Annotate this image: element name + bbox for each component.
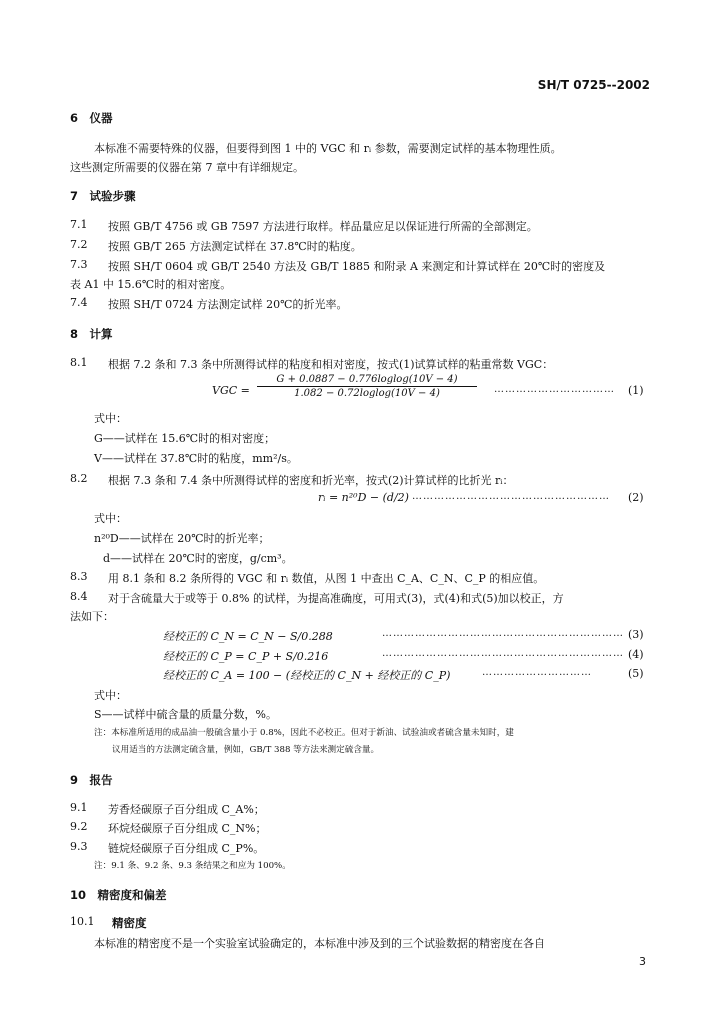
formula-3: 经校正的 C_N = C_N − S/0.288 <box>163 630 333 643</box>
clause-number: 8.3 <box>70 570 88 583</box>
clause-text: 按照 GB/T 265 方法测定试样在 37.8℃时的粘度。 <box>108 240 362 253</box>
formula-1-fraction <box>257 374 477 399</box>
note-line2: 议用适当的方法测定硫含量，例如，GB/T 388 等方法来测定硫含量。 <box>112 745 380 755</box>
formula-2-number: (2) <box>628 491 644 504</box>
section-9-heading: 9 报告 <box>70 773 113 787</box>
clause-number: 9.2 <box>70 820 88 833</box>
symbol-definition-v: V——试样在 37.8℃时的粘度，mm²/s。 <box>94 452 298 465</box>
symbol-definition-s: S——试样中硫含量的质量分数，%。 <box>94 708 277 721</box>
clause-number: 8.4 <box>70 590 88 603</box>
section-7-heading: 7 试验步骤 <box>70 189 136 203</box>
section-6-heading: 6 仪器 <box>70 111 113 125</box>
clause-text: 按照 SH/T 0604 或 GB/T 2540 方法及 GB/T 1885 和附录 A 来测定和计算试样在 20℃时的密度及 <box>108 260 606 273</box>
formula-1-lhs: VGC = <box>212 384 250 397</box>
clause-text: 链烷烃碳原子百分组成 C_P%。 <box>108 842 265 855</box>
section-8-heading: 8 计算 <box>70 327 113 341</box>
clause-text-continuation: 法如下： <box>70 610 114 623</box>
clause-number: 9.3 <box>70 840 88 853</box>
formula-1-numerator: G + 0.0887 − 0.776loglog(10V − 4) <box>257 374 477 387</box>
clause-number: 8.1 <box>70 356 88 369</box>
formula-4-leader-dots: ………………………………………………………… <box>382 648 624 659</box>
clause-number: 9.1 <box>70 801 88 814</box>
note: 注：9.1 条、9.2 条、9.3 条结果之和应为 100%。 <box>94 861 291 871</box>
clause-text: 根据 7.2 条和 7.3 条中所测得试样的粘度和相对密度，按式(1)试算试样的粘重常数 VGC： <box>108 358 554 371</box>
clause-text: 对于含硫量大于或等于 0.8% 的试样，为提高准确度，可用式(3)，式(4)和式(5)加以校正，方 <box>108 592 564 605</box>
clause-number: 7.2 <box>70 238 88 251</box>
formula-1-denominator: 1.082 − 0.72loglog(10V − 4) <box>294 388 440 399</box>
clause-text: 按照 SH/T 0724 方法测定试样 20℃的折光率。 <box>108 298 348 311</box>
formula-1-number: (1) <box>628 384 644 397</box>
clause-text: 按照 GB/T 4756 或 GB 7597 方法进行取样。样品量应足以保证进行所需的全部测定。 <box>108 220 538 233</box>
clause-text: 用 8.1 条和 8.2 条所得的 VGC 和 rᵢ 数值，从图 1 中查出 C_A、C_N、C_P 的相应值。 <box>108 572 545 585</box>
formula-2-leader-dots: ……………………………………………… <box>412 491 610 502</box>
clause-text: 芳香烃碳原子百分组成 C_A%； <box>108 803 265 816</box>
standard-number: SH/T 0725--2002 <box>537 78 650 92</box>
note-line1: 注：本标准所适用的成品油一般硫含量小于 0.8%，因此不必校正。但对于新油、试验油或者硫含量未知时，建 <box>94 728 514 738</box>
section-10-heading: 10 精密度和偏差 <box>70 888 167 902</box>
clause-text: 环烷烃碳原子百分组成 C_N%； <box>108 822 267 835</box>
where-label: 式中： <box>94 512 127 525</box>
formula-3-leader-dots: ………………………………………………………… <box>382 628 624 639</box>
formula-1-leader-dots: …………………………… <box>494 384 615 395</box>
clause-number: 10.1 <box>70 915 95 928</box>
formula-2: rᵢ = n²⁰D − (d/2) <box>318 491 409 504</box>
clause-number: 7.4 <box>70 296 88 309</box>
symbol-definition-g: G——试样在 15.6℃时的相对密度； <box>94 432 276 445</box>
formula-4: 经校正的 C_P = C_P + S/0.216 <box>163 650 329 663</box>
section-6-para-line1: 本标准不需要特殊的仪器，但要得到图 1 中的 VGC 和 rᵢ 参数，需要测定试样的基本物理性质。 <box>94 142 562 155</box>
formula-5: 经校正的 C_A = 100 − (经校正的 C_N + 经校正的 C_P) <box>163 669 451 682</box>
clause-number: 7.3 <box>70 258 88 271</box>
formula-5-number: (5) <box>628 667 644 680</box>
section-10-para: 本标准的精密度不是一个实验室试验确定的，本标准中涉及到的三个试验数据的精密度在各自 <box>94 937 545 950</box>
clause-text-continuation: 表 A1 中 15.6℃时的相对密度。 <box>70 278 232 291</box>
where-label: 式中： <box>94 689 127 702</box>
where-label: 式中： <box>94 412 127 425</box>
clause-text: 根据 7.3 条和 7.4 条中所测得试样的密度和折光率，按式(2)计算试样的比折光 rᵢ： <box>108 474 514 487</box>
symbol-definition-n: n²⁰D——试样在 20℃时的折光率； <box>94 532 270 545</box>
formula-5-leader-dots: ………………………… <box>482 667 592 678</box>
page-number: 3 <box>639 955 646 968</box>
clause-number: 7.1 <box>70 218 88 231</box>
subsection-heading: 精密度 <box>112 916 147 930</box>
formula-4-number: (4) <box>628 648 644 661</box>
section-6-para-line2: 这些测定所需要的仪器在第 7 章中有详细规定。 <box>70 161 304 174</box>
symbol-definition-d: d——试样在 20℃时的密度，g/cm³。 <box>103 552 293 565</box>
clause-number: 8.2 <box>70 472 88 485</box>
formula-3-number: (3) <box>628 628 644 641</box>
